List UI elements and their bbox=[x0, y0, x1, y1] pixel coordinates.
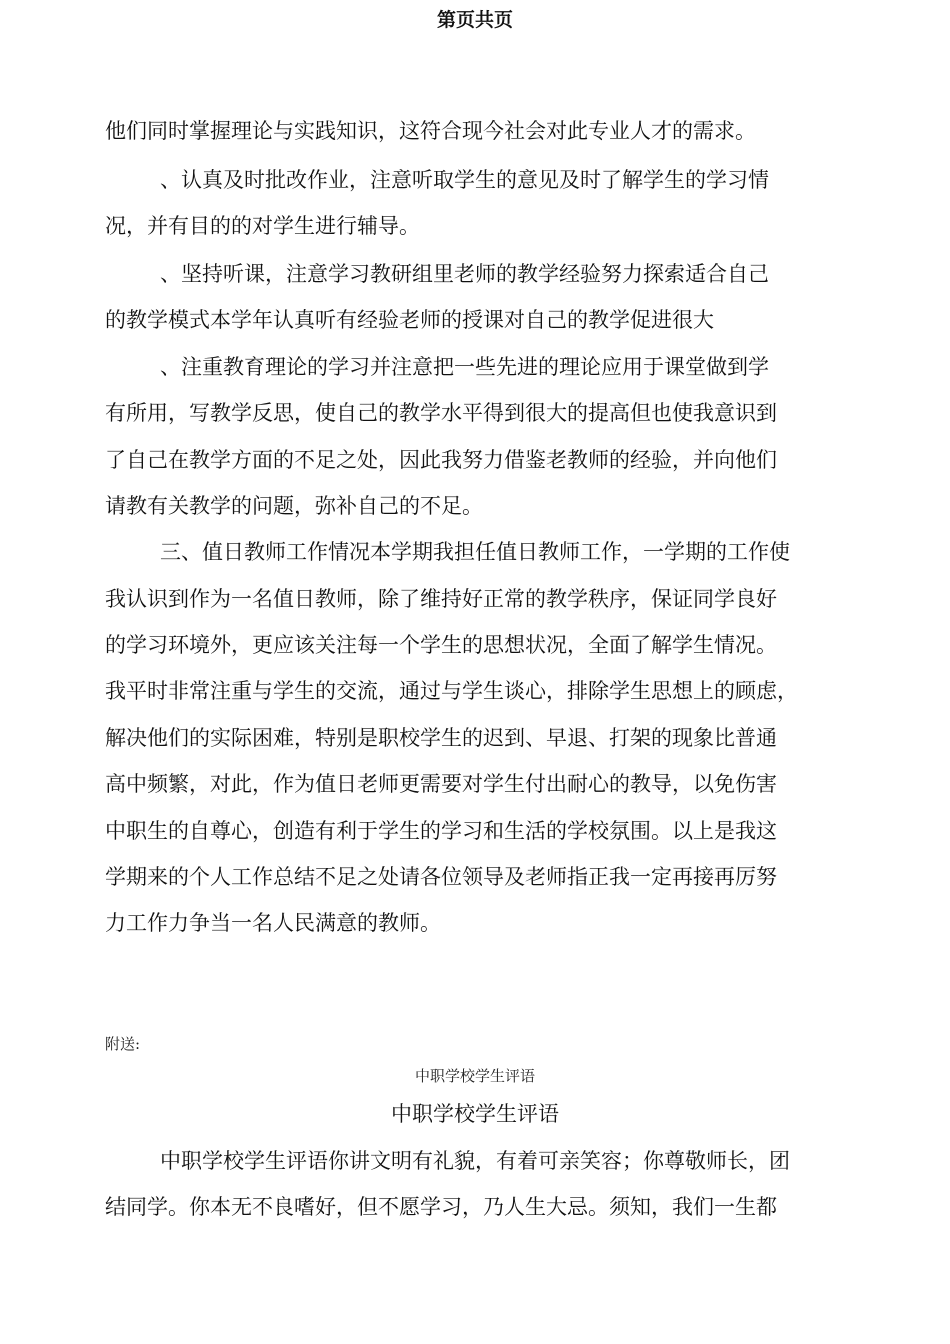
appendix-label: 附送: bbox=[105, 1035, 141, 1053]
appendix-subtitle: 中职学校学生评语 bbox=[414, 1067, 535, 1085]
body-line: 况，并有目的的对学生进行辅导。 bbox=[105, 214, 420, 238]
body-line: 三、值日教师工作情况本学期我担任值日教师工作，一学期的工作使 bbox=[160, 540, 790, 564]
body-line: 有所用，写教学反思，使自己的教学水平得到很大的提高但也使我意识到 bbox=[105, 401, 777, 425]
body-line: 他们同时掌握理论与实践知识，这符合现今社会对此专业人才的需求。 bbox=[105, 119, 756, 143]
body-line: 、注重教育理论的学习并注意把一些先进的理论应用于课堂做到学 bbox=[160, 355, 769, 379]
body-line: 高中频繁，对此，作为值日老师更需要对学生付出耐心的教导，以免伤害 bbox=[105, 772, 777, 796]
body-line: 学期来的个人工作总结不足之处请各位领导及老师指正我一定再接再厉努 bbox=[105, 865, 777, 889]
body-line: 、坚持听课，注意学习教研组里老师的教学经验努力探索适合自己 bbox=[160, 262, 769, 286]
body-line: 我平时非常注重与学生的交流，通过与学生谈心，排除学生思想上的顾虑， bbox=[105, 679, 798, 703]
appendix-title: 中职学校学生评语 bbox=[391, 1102, 559, 1126]
body-line: 的教学模式本学年认真听有经验老师的授课对自己的教学促进很大 bbox=[105, 308, 714, 332]
body-line: 我认识到作为一名值日教师，除了维持好正常的教学秩序，保证同学良好 bbox=[105, 587, 777, 611]
body-line: 、认真及时批改作业，注意听取学生的意见及时了解学生的学习情 bbox=[160, 168, 769, 192]
body-line: 请教有关教学的问题，弥补自己的不足。 bbox=[105, 494, 483, 518]
body-line: 的学习环境外，更应该关注每一个学生的思想状况，全面了解学生情况。 bbox=[105, 633, 777, 657]
body-line: 解决他们的实际困难，特别是职校学生的迟到、早退、打架的现象比普通 bbox=[105, 726, 777, 750]
body-line: 中职生的自尊心，创造有利于学生的学习和生活的学校氛围。以上是我这 bbox=[105, 819, 777, 843]
body-line: 力工作力争当一名人民满意的教师。 bbox=[105, 911, 441, 935]
appendix-line: 中职学校学生评语你讲文明有礼貌，有着可亲笑容；你尊敬师长，团 bbox=[160, 1149, 790, 1173]
appendix-line: 结同学。你本无不良嗜好，但不愿学习，乃人生大忌。须知，我们一生都 bbox=[105, 1195, 777, 1219]
page-header: 第页共页 bbox=[436, 9, 513, 31]
body-line: 了自己在教学方面的不足之处，因此我努力借鉴老教师的经验，并向他们 bbox=[105, 448, 777, 472]
